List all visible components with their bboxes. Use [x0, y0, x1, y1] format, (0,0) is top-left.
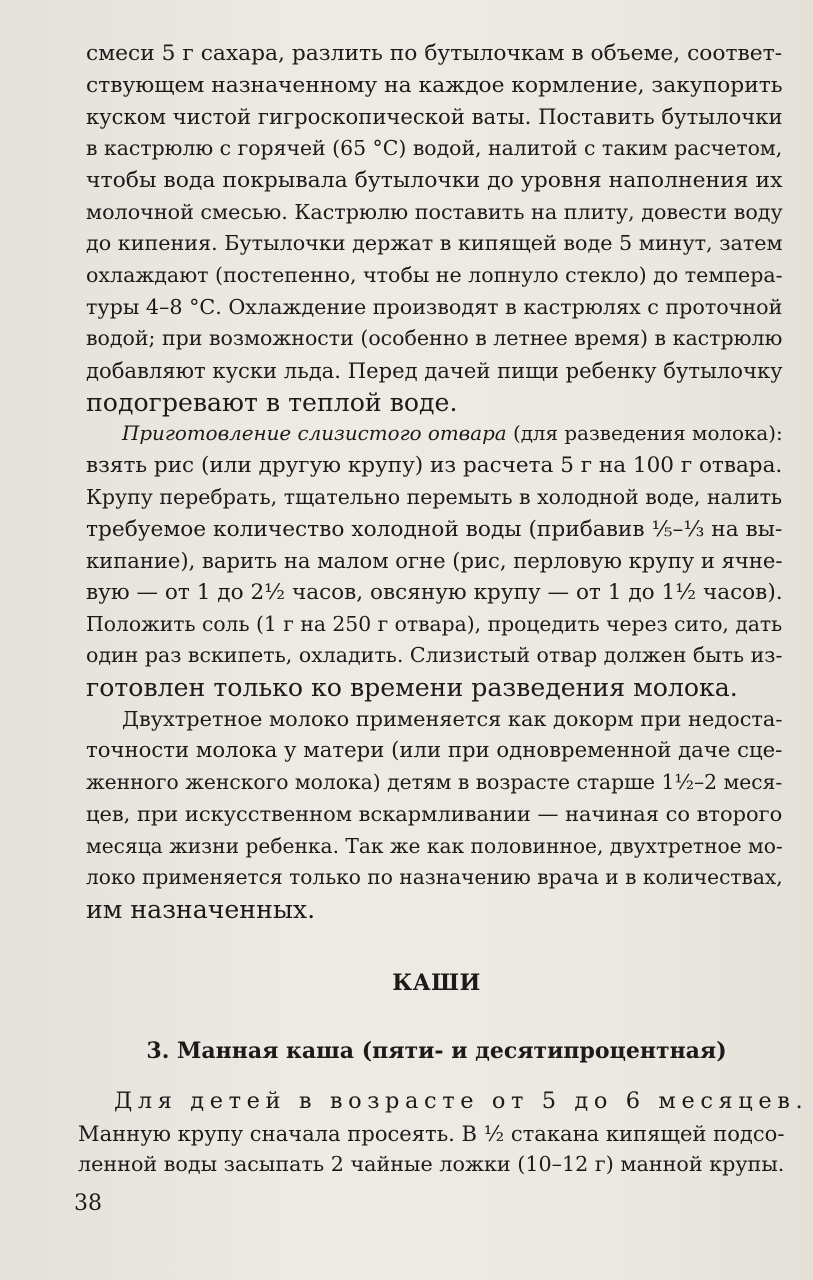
text-line: Крупу перебрать, тщательно перемыть в холодной воде, налить	[86, 484, 783, 509]
text-line: подогревают в теплой воде.	[86, 387, 458, 417]
text-line: взять рис (или другую крупу) из расчета 5 г на 100 г отвара.	[86, 453, 783, 479]
paragraph-two-thirds-milk	[86, 704, 786, 926]
recipe-heading: 3. Манная каша (пяти- и десятипроцентная)	[146, 1038, 727, 1064]
text-line: один раз вскипеть, охладить. Слизистый отвар должен быть из-	[86, 643, 783, 668]
text-line: чтобы вода покрывала бутылочки до уровня наполнения их	[86, 167, 783, 193]
text-line: ленной воды засыпать 2 чайные ложки (10–12 г) манной крупы.	[78, 1152, 785, 1177]
text-line: им назначенных.	[86, 894, 316, 924]
page-number: 38	[74, 1191, 102, 1216]
text-line: ствующем назначенному на каждое кормление, закупорить	[86, 72, 783, 98]
text-line: Манную крупу сначала просеять. В ½ стакана кипящей подсо-	[78, 1120, 785, 1146]
text-line: водой; при возможности (особенно в летнее время) в кастрюлю	[86, 326, 783, 351]
text-line	[86, 418, 786, 450]
text-line: Положить соль (1 г на 250 г отвара), процедить через сито, дать	[86, 611, 783, 636]
text-line: локо применяется только по назначению врача и в количествах,	[86, 865, 783, 890]
text-line: охлаждают (постепенно, чтобы не лопнуло стекло) до темпера-	[86, 262, 783, 287]
text-line: месяца жизни ребенка. Так же как половинное, двухтретное мо-	[86, 833, 783, 858]
text-line: женного женского молока) детям в возрасте старше 1½–2 меся-	[86, 770, 783, 795]
text-line: готовлен только ко времени разведения молока.	[86, 673, 738, 703]
main-text	[86, 38, 786, 926]
text-line: в кастрюлю с горячей (65 °С) водой, налитой с таким расчетом,	[86, 136, 783, 161]
recipe-paragraph	[78, 1086, 809, 1181]
text-line: кипание), варить на малом огне (рис, перловую крупу и ячне-	[86, 548, 783, 574]
section-heading: КАШИ	[392, 970, 481, 996]
text-line: вую — от 1 до 2½ часов, овсяную крупу — от 1 до 1½ часов).	[86, 579, 783, 605]
text-line: добавляют куски льда. Перед дачей пищи ребенку бутылочку	[86, 358, 783, 384]
italic-term: Приготовление слизистого отвара	[122, 422, 507, 446]
text-fragment: (для разведения молока):	[506, 422, 783, 446]
text-line: требуемое количество холодной воды (прибавив ⅕–⅓ на вы-	[86, 516, 783, 542]
text-line: Для детей в возрасте от 5 до 6 месяцев.	[114, 1088, 809, 1114]
text-line: точности молока у матери (или при одновременной даче сце-	[86, 738, 783, 764]
paragraph-sterilization	[86, 38, 786, 418]
text-line: смеси 5 г сахара, разлить по бутылочкам в объеме, соответ-	[86, 41, 783, 66]
text-line: молочной смесью. Кастрюлю поставить на плиту, довести воду	[86, 199, 783, 224]
text-line: цев, при искусственном вскармливании — начиная со второго	[86, 801, 783, 826]
text-line: Двухтретное молоко применяется как докорм при недоста-	[122, 706, 783, 731]
text-line: до кипения. Бутылочки держат в кипящей воде 5 минут, затем	[86, 231, 783, 256]
text-line: куском чистой гигроскопической ваты. Поставить бутылочки	[86, 104, 783, 130]
recipe-text	[78, 1086, 809, 1181]
paragraph-mucous-broth	[86, 418, 786, 703]
text-line: туры 4–8 °С. Охлаждение производят в кастрюлях с проточной	[86, 294, 783, 319]
